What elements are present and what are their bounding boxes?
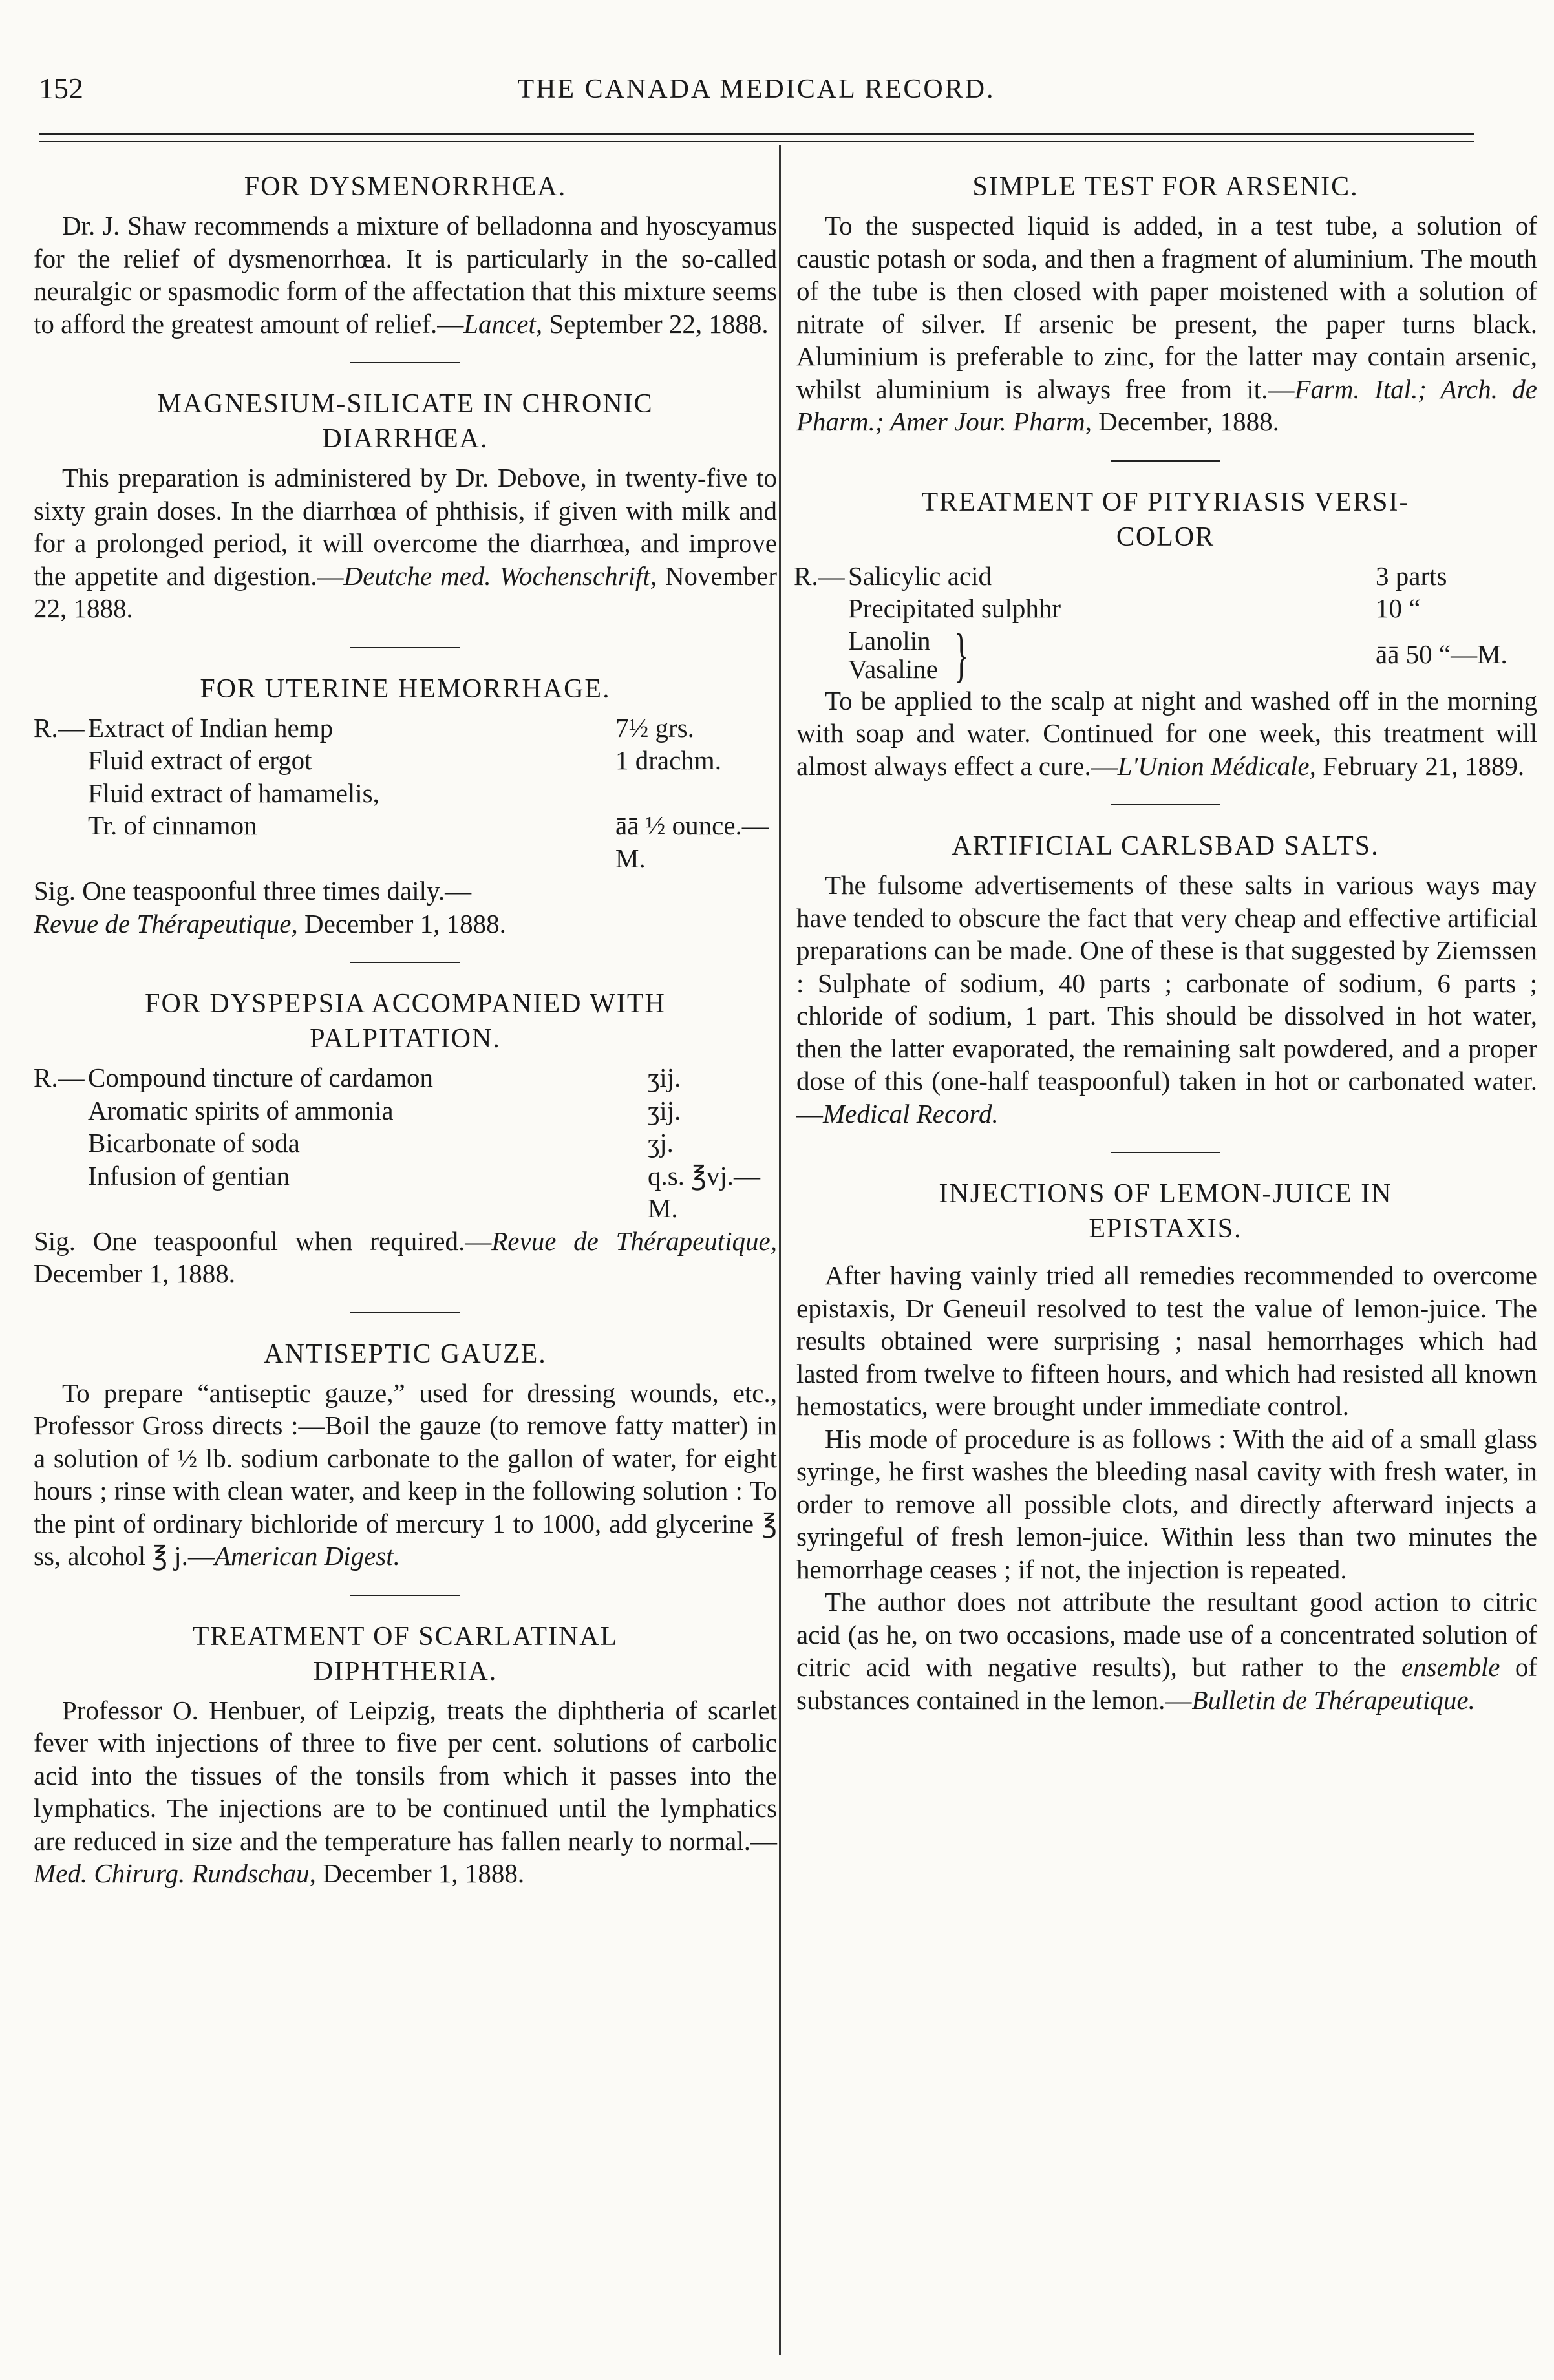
article-title: MAGNESIUM-SILICATE IN CHRONIC DIARRHŒA. (157, 389, 654, 454)
rx-sign: R.— (794, 560, 845, 591)
article-text: Professor O. Henbuer, of Leipzig, treats the diphtheria of scarlet fever with injections of three to five per cent. solutions of carbolic acid into the tissues of the tonsils from which it passes into the lymphatics. The injections are to be continued until the lymphatics are reduced in size and the temperature has fallen nearly to normal.—Med. Chirurg. Rundschau, December 1, 1888. (34, 1695, 777, 1888)
source-citation: American Digest. (214, 1541, 400, 1571)
article-magnesium-silicate (34, 387, 777, 625)
section-divider (350, 1595, 460, 1596)
article-text: Dr. J. Shaw recommends a mixture of belladonna and hyoscyamus for the relief of dysmenorrhœa. It is particularly in the so-called neuralgic or spasmodic form of the affectation that this mixture seems to afford the greatest amount of relief.—Lancet, September 22, 1888. (34, 211, 777, 339)
header-rule (39, 133, 1474, 135)
article-arsenic-test (794, 169, 1537, 438)
article-title: ARTIFICIAL CARLSBAD SALTS. (952, 831, 1379, 861)
left-column (34, 169, 777, 1890)
article-lemon-juice-epistaxis (794, 1176, 1537, 1716)
page-header (39, 71, 1474, 123)
section-divider (350, 647, 460, 648)
section-divider (350, 362, 460, 363)
brace-glyph: } (953, 621, 969, 688)
page-number: 152 (39, 72, 83, 105)
article-text: To the suspected liquid is added, in a test tube, a solution of caustic potash or soda, and then a fragment of aluminium. The mouth of the tube is then closed with paper moistened with a solution of nitrate of silver. If arsenic be present, the paper turns black. Aluminium is preferable to zinc, for the latter may contain arsenic, whilst aluminium is always free from it.—Farm. Ital.; Arch. de Pharm.; Amer Jour. Pharm, December, 1888. (796, 211, 1537, 436)
article-antiseptic-gauze (34, 1337, 777, 1573)
article-dysmenorrhoea (34, 169, 777, 340)
article-text: The fulsome advertisements of these salts in various ways may have tended to obscure the fact that very cheap and effective artificial preparations can be made. One of these is that suggested by Ziemssen : Sulphate of sodium, 40 parts ; carbonate of sodium, 6 parts ; chloride of sodium, 1 part. This should be dissolved in hot water, then the latter evaporated, the remaining salt powdered, and a proper dose of this (one-half teaspoonful) taken in hot or carbonated water.—Medical Record. (796, 870, 1537, 1129)
column-divider (779, 145, 781, 2355)
article-text: To be applied to the scalp at night and washed off in the morning with soap and water. Continued for one week, this treatment will almost always effect a cure.—L'Union Médicale, February 21, 1889. (796, 685, 1537, 781)
article-text: His mode of procedure is as follows : With the aid of a small glass syringe, he first washes the bleeding nasal cavity with fresh water, in order to remove all possible clots, and directly afterward injects a syringeful of fresh lemon-juice. Within less than two minutes the hemorrhage ceases ; if not, the injection is repeated. (796, 1423, 1537, 1584)
signa-line: Sig. One teaspoonful when required.—Revue de Thérapeutique, December 1, 1888. (34, 1226, 777, 1288)
section-divider (1111, 460, 1220, 462)
prescription: R.— Salicylic acid 3 parts Precipitated sulphhr 10 “ Lanolin Vasaline } āā 50 “—M. (794, 560, 1507, 688)
prescription: R.— Compound tincture of cardamon ʒij. Aromatic spirits of ammonia ʒij. Bicarbonate of soda ʒj. Infusion of gentian q.s. ℥vj.—M. (34, 1063, 761, 1223)
article-title: SIMPLE TEST FOR ARSENIC. (972, 172, 1359, 202)
article-scarlatinal-diphtheria (34, 1619, 777, 1890)
article-title: FOR DYSMENORRHŒA. (244, 172, 567, 202)
article-title: FOR DYSPEPSIA ACCOMPANIED WITH PALPITATION. (145, 989, 666, 1054)
right-column (794, 169, 1537, 1716)
source-citation: Revue de Thérapeutique, (34, 908, 298, 939)
article-pityriasis (794, 485, 1537, 783)
rx-sign: R.— (34, 712, 85, 743)
rx-sign: R.— (34, 1063, 85, 1092)
prescription: R.— Extract of Indian hemp 7½ grs. Fluid extract of ergot 1 drachm. Fluid extract of hamamelis, Tr. of cinnamon āā ½ ounce.—M. (34, 712, 769, 873)
article-title: FOR UTERINE HEMORRHAGE. (200, 674, 611, 704)
source-citation: Lancet, (463, 308, 543, 339)
header-rule-thin (39, 141, 1474, 142)
article-text: This preparation is administered by Dr. Debove, in twenty-five to sixty grain doses. In the diarrhœa of phthisis, if given with milk and for a prolonged period, it will overcome the diarrhœa, and improve the appetite and digestion.—Deutche med. Wochenschrift, November 22, 1888. (34, 463, 777, 623)
article-carlsbad-salts (794, 829, 1537, 1130)
article-dyspepsia (34, 986, 777, 1290)
source-citation: Revue de Thérapeutique, (491, 1226, 777, 1256)
signa-line: Sig. One teaspoonful three times daily.— Revue de Thérapeutique, December 1, 1888. (34, 876, 506, 939)
article-text: After having vainly tried all remedies recommended to overcome epistaxis, Dr Geneuil resolved to test the value of lemon-juice. The results obtained were surprising ; nasal hemorrhages which had lasted from twelve to fifteen hours, and which had resisted all known hemostatics, were brought under immediate control. (796, 1260, 1537, 1421)
source-citation: Medical Record. (823, 1098, 999, 1129)
source-citation: Bulletin de Thérapeutique. (1191, 1684, 1475, 1715)
source-citation: Med. Chirurg. Rundschau, (34, 1858, 316, 1888)
article-text: To prepare “antiseptic gauze,” used for dressing wounds, etc., Professor Gross directs :—Boil the gauze (to remove fatty matter) in a solution of ½ lb. sodium carbonate to the gallon of water, for eight hours ; rinse with clean water, and keep in the following solution : To the pint of ordinary bichloride of mercury 1 to 1000, add glycerine ℥ ss, alcohol ℥ j.—American Digest. (34, 1377, 777, 1571)
section-divider (350, 1312, 460, 1313)
article-title: TREATMENT OF PITYRIASIS VERSI- COLOR (921, 487, 1410, 552)
section-divider (1111, 804, 1220, 805)
article-title: ANTISEPTIC GAUZE. (264, 1339, 547, 1369)
article-title: TREATMENT OF SCARLATINAL DIPHTHERIA. (192, 1621, 619, 1686)
journal-title: THE CANADA MEDICAL RECORD. (517, 74, 995, 104)
source-citation: Farm. Ital.; Arch. de Pharm.; Amer Jour. Pharm, (796, 374, 1537, 436)
article-title: INJECTIONS OF LEMON-JUICE IN EPISTAXIS. (939, 1179, 1392, 1244)
article-text: The author does not attribute the resultant good action to citric acid (as he, on two occasions, made use of a concentrated solution of citric acid with negative results), but rather to the ensemble of substances contained in the lemon.—Bulletin de Thérapeutique. (796, 1587, 1538, 1715)
section-divider (350, 962, 460, 963)
section-divider (1111, 1152, 1220, 1153)
article-uterine-hemorrhage (34, 672, 777, 940)
source-citation: L'Union Médicale, (1117, 750, 1316, 781)
source-citation: Deutche med. Wochenschrift, (343, 560, 657, 591)
